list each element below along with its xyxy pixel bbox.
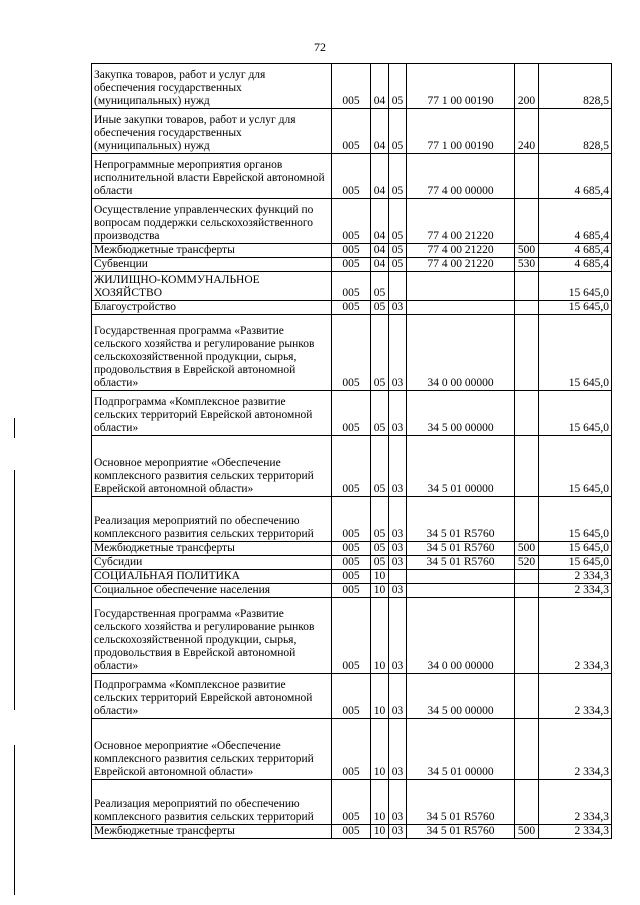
subsection-code: 03 bbox=[389, 584, 407, 598]
subsection-code: 05 bbox=[389, 199, 407, 244]
section-code: 05 bbox=[371, 436, 389, 497]
margin-mark bbox=[14, 470, 15, 710]
section-code: 05 bbox=[371, 315, 389, 391]
table-row bbox=[92, 497, 612, 542]
target-article-code: 34 5 01 00000 bbox=[407, 719, 515, 780]
row-name: Межбюджетные трансферты bbox=[92, 825, 332, 839]
amount: 15 645,0 bbox=[539, 391, 612, 436]
subsection-code: 03 bbox=[389, 598, 407, 674]
table-row bbox=[92, 244, 612, 258]
row-name: Субвенции bbox=[92, 258, 332, 272]
subsection-code: 05 bbox=[389, 244, 407, 258]
table-row bbox=[92, 719, 612, 780]
expense-type-code bbox=[515, 199, 539, 244]
target-article-code: 34 5 00 00000 bbox=[407, 674, 515, 719]
section-code: 05 bbox=[371, 301, 389, 315]
ministry-code: 005 bbox=[332, 154, 371, 199]
target-article-code: 34 0 00 00000 bbox=[407, 315, 515, 391]
margin-mark bbox=[14, 745, 15, 895]
target-article-code: 34 0 00 00000 bbox=[407, 598, 515, 674]
amount: 4 685,4 bbox=[539, 154, 612, 199]
row-name: Реализация мероприятий по обеспечению комплексного развития сельских территорий bbox=[92, 497, 332, 542]
amount: 15 645,0 bbox=[539, 556, 612, 570]
table-row bbox=[92, 598, 612, 674]
ministry-code: 005 bbox=[332, 258, 371, 272]
table-row bbox=[92, 556, 612, 570]
target-article-code: 34 5 01 R5760 bbox=[407, 542, 515, 556]
budget-table bbox=[91, 63, 612, 839]
ministry-code: 005 bbox=[332, 391, 371, 436]
subsection-code: 03 bbox=[389, 315, 407, 391]
row-name: Иные закупки товаров, работ и услуг для обеспечения государственных (муниципальных) нужд bbox=[92, 109, 332, 154]
subsection-code: 05 bbox=[389, 109, 407, 154]
section-code: 10 bbox=[371, 570, 389, 584]
row-name: СОЦИАЛЬНАЯ ПОЛИТИКА bbox=[92, 570, 332, 584]
row-name: Межбюджетные трансферты bbox=[92, 244, 332, 258]
section-code: 04 bbox=[371, 258, 389, 272]
section-code: 10 bbox=[371, 825, 389, 839]
subsection-code: 03 bbox=[389, 719, 407, 780]
ministry-code: 005 bbox=[332, 497, 371, 542]
section-code: 04 bbox=[371, 109, 389, 154]
ministry-code: 005 bbox=[332, 301, 371, 315]
expense-type-code bbox=[515, 391, 539, 436]
target-article-code bbox=[407, 570, 515, 584]
expense-type-code bbox=[515, 497, 539, 542]
row-name: Закупка товаров, работ и услуг для обеспечения государственных (муниципальных) нужд bbox=[92, 64, 332, 109]
row-name: Основное мероприятие «Обеспечение комплексного развития сельских территорий Еврейской автономной области» bbox=[92, 436, 332, 497]
subsection-code: 03 bbox=[389, 542, 407, 556]
expense-type-code bbox=[515, 436, 539, 497]
row-name: Субсидии bbox=[92, 556, 332, 570]
amount: 4 685,4 bbox=[539, 199, 612, 244]
row-name: Подпрограмма «Комплексное развитие сельских территорий Еврейской автономной области» bbox=[92, 391, 332, 436]
ministry-code: 005 bbox=[332, 598, 371, 674]
expense-type-code: 520 bbox=[515, 556, 539, 570]
table-row bbox=[92, 315, 612, 391]
subsection-code bbox=[389, 570, 407, 584]
target-article-code: 77 4 00 00000 bbox=[407, 154, 515, 199]
ministry-code: 005 bbox=[332, 825, 371, 839]
table-row bbox=[92, 199, 612, 244]
amount: 828,5 bbox=[539, 109, 612, 154]
ministry-code: 005 bbox=[332, 315, 371, 391]
table-row bbox=[92, 674, 612, 719]
section-code: 10 bbox=[371, 780, 389, 825]
table-row bbox=[92, 64, 612, 109]
subsection-code: 03 bbox=[389, 391, 407, 436]
section-code: 05 bbox=[371, 272, 389, 301]
subsection-code: 03 bbox=[389, 674, 407, 719]
row-name: Государственная программа «Развитие сельского хозяйства и регулирование рынков сельскохозяйственной продукции, сырья, продовольствия в Еврейской автономной области» bbox=[92, 598, 332, 674]
section-code: 10 bbox=[371, 598, 389, 674]
target-article-code: 34 5 01 R5760 bbox=[407, 497, 515, 542]
table-row bbox=[92, 825, 612, 839]
amount: 2 334,3 bbox=[539, 674, 612, 719]
amount: 2 334,3 bbox=[539, 825, 612, 839]
table-row bbox=[92, 154, 612, 199]
ministry-code: 005 bbox=[332, 272, 371, 301]
row-name: Социальное обеспечение населения bbox=[92, 584, 332, 598]
expense-type-code bbox=[515, 719, 539, 780]
row-name: Реализация мероприятий по обеспечению комплексного развития сельских территорий bbox=[92, 780, 332, 825]
amount: 2 334,3 bbox=[539, 584, 612, 598]
amount: 2 334,3 bbox=[539, 598, 612, 674]
section-code: 10 bbox=[371, 584, 389, 598]
expense-type-code bbox=[515, 301, 539, 315]
expense-type-code: 240 bbox=[515, 109, 539, 154]
table-row bbox=[92, 584, 612, 598]
subsection-code bbox=[389, 272, 407, 301]
target-article-code: 34 5 01 R5760 bbox=[407, 556, 515, 570]
page-number: 72 bbox=[314, 40, 326, 54]
section-code: 10 bbox=[371, 719, 389, 780]
amount: 15 645,0 bbox=[539, 542, 612, 556]
expense-type-code bbox=[515, 674, 539, 719]
expense-type-code bbox=[515, 598, 539, 674]
amount: 15 645,0 bbox=[539, 315, 612, 391]
budget-table-body bbox=[92, 64, 612, 839]
ministry-code: 005 bbox=[332, 64, 371, 109]
target-article-code: 34 5 01 00000 bbox=[407, 436, 515, 497]
table-row bbox=[92, 391, 612, 436]
row-name: Межбюджетные трансферты bbox=[92, 542, 332, 556]
margin-mark bbox=[14, 418, 15, 438]
table-row bbox=[92, 109, 612, 154]
subsection-code: 05 bbox=[389, 258, 407, 272]
section-code: 10 bbox=[371, 674, 389, 719]
section-code: 05 bbox=[371, 556, 389, 570]
amount: 15 645,0 bbox=[539, 436, 612, 497]
subsection-code: 03 bbox=[389, 556, 407, 570]
section-code: 04 bbox=[371, 154, 389, 199]
subsection-code: 03 bbox=[389, 825, 407, 839]
target-article-code: 77 1 00 00190 bbox=[407, 109, 515, 154]
row-name: Непрограммные мероприятия органов исполнительной власти Еврейской автономной области bbox=[92, 154, 332, 199]
amount: 4 685,4 bbox=[539, 258, 612, 272]
amount: 15 645,0 bbox=[539, 272, 612, 301]
row-name: Основное мероприятие «Обеспечение комплексного развития сельских территорий Еврейской автономной области» bbox=[92, 719, 332, 780]
section-code: 05 bbox=[371, 542, 389, 556]
ministry-code: 005 bbox=[332, 199, 371, 244]
table-row bbox=[92, 780, 612, 825]
ministry-code: 005 bbox=[332, 244, 371, 258]
subsection-code: 03 bbox=[389, 436, 407, 497]
expense-type-code bbox=[515, 272, 539, 301]
subsection-code: 05 bbox=[389, 64, 407, 109]
subsection-code: 05 bbox=[389, 154, 407, 199]
target-article-code: 77 4 00 21220 bbox=[407, 258, 515, 272]
ministry-code: 005 bbox=[332, 556, 371, 570]
amount: 2 334,3 bbox=[539, 570, 612, 584]
expense-type-code bbox=[515, 570, 539, 584]
expense-type-code: 500 bbox=[515, 542, 539, 556]
ministry-code: 005 bbox=[332, 542, 371, 556]
target-article-code: 77 4 00 21220 bbox=[407, 199, 515, 244]
section-code: 04 bbox=[371, 244, 389, 258]
amount: 15 645,0 bbox=[539, 301, 612, 315]
expense-type-code bbox=[515, 315, 539, 391]
row-name: Подпрограмма «Комплексное развитие сельских территорий Еврейской автономной области» bbox=[92, 674, 332, 719]
section-code: 04 bbox=[371, 64, 389, 109]
row-name: Благоустройство bbox=[92, 301, 332, 315]
ministry-code: 005 bbox=[332, 584, 371, 598]
ministry-code: 005 bbox=[332, 109, 371, 154]
table-row bbox=[92, 542, 612, 556]
ministry-code: 005 bbox=[332, 570, 371, 584]
table-row bbox=[92, 301, 612, 315]
expense-type-code: 500 bbox=[515, 825, 539, 839]
expense-type-code bbox=[515, 154, 539, 199]
table-row bbox=[92, 258, 612, 272]
table-row bbox=[92, 436, 612, 497]
expense-type-code: 530 bbox=[515, 258, 539, 272]
target-article-code: 34 5 01 R5760 bbox=[407, 825, 515, 839]
ministry-code: 005 bbox=[332, 674, 371, 719]
amount: 2 334,3 bbox=[539, 780, 612, 825]
ministry-code: 005 bbox=[332, 719, 371, 780]
target-article-code: 34 5 00 00000 bbox=[407, 391, 515, 436]
amount: 828,5 bbox=[539, 64, 612, 109]
section-code: 05 bbox=[371, 497, 389, 542]
row-name: ЖИЛИЩНО-КОММУНАЛЬНОЕ ХОЗЯЙСТВО bbox=[92, 272, 332, 301]
amount: 15 645,0 bbox=[539, 497, 612, 542]
subsection-code: 03 bbox=[389, 780, 407, 825]
expense-type-code: 500 bbox=[515, 244, 539, 258]
target-article-code bbox=[407, 301, 515, 315]
section-code: 04 bbox=[371, 199, 389, 244]
expense-type-code: 200 bbox=[515, 64, 539, 109]
target-article-code: 34 5 01 R5760 bbox=[407, 780, 515, 825]
amount: 2 334,3 bbox=[539, 719, 612, 780]
expense-type-code bbox=[515, 780, 539, 825]
expense-type-code bbox=[515, 584, 539, 598]
target-article-code: 77 1 00 00190 bbox=[407, 64, 515, 109]
ministry-code: 005 bbox=[332, 780, 371, 825]
table-row bbox=[92, 272, 612, 301]
table-row bbox=[92, 570, 612, 584]
row-name: Государственная программа «Развитие сельского хозяйства и регулирование рынков сельскохозяйственной продукции, сырья, продовольствия в Еврейской автономной области» bbox=[92, 315, 332, 391]
subsection-code: 03 bbox=[389, 301, 407, 315]
target-article-code: 77 4 00 21220 bbox=[407, 244, 515, 258]
row-name: Осуществление управленческих функций по вопросам поддержки сельскохозяйственного производства bbox=[92, 199, 332, 244]
amount: 4 685,4 bbox=[539, 244, 612, 258]
section-code: 05 bbox=[371, 391, 389, 436]
subsection-code: 03 bbox=[389, 497, 407, 542]
target-article-code bbox=[407, 272, 515, 301]
target-article-code bbox=[407, 584, 515, 598]
ministry-code: 005 bbox=[332, 436, 371, 497]
